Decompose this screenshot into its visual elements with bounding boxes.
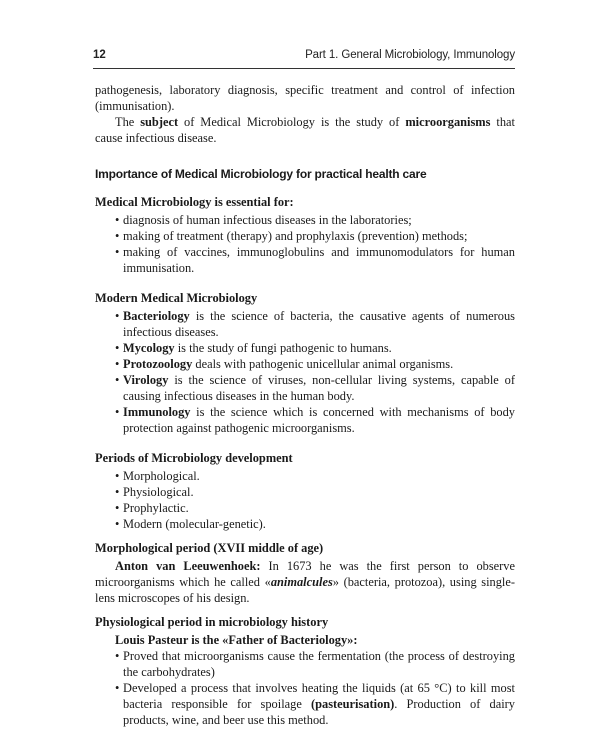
physiological-heading: Physiological period in microbiology history xyxy=(95,615,329,629)
pasteurisation-term: (pasteurisation) xyxy=(310,697,395,711)
list-item: • Virology is the science of viruses, non-cellular living systems, capable of causing infectious diseases in the human body. xyxy=(115,372,515,404)
modern-heading: Modern Medical Microbiology xyxy=(95,291,258,305)
list-item: • Developed a process that involves heating the liquids (at 65 °C) to kill most bacteria responsible for spoilage (pasteurisation). Production of dairy products, wine, and beer use this method. xyxy=(115,680,515,728)
list-item: • Morphological. xyxy=(115,468,515,484)
intro-paragraph-2: The subject of Medical Microbiology is the study of microorganisms that cause infectious disease. xyxy=(95,115,515,145)
microorganisms-term: microorganisms xyxy=(405,115,491,129)
modern-list xyxy=(95,308,515,436)
list-item: • Immunology is the science which is concerned with mechanisms of body protection against pathogenic microorganisms. xyxy=(115,404,515,436)
essential-list xyxy=(95,212,515,276)
periods-list xyxy=(95,468,515,532)
running-title: Part 1. General Microbiology, Immunology xyxy=(305,49,515,61)
list-item: • Modern (molecular-genetic). xyxy=(115,516,515,532)
list-item: • Mycology is the study of fungi pathogenic to humans. xyxy=(115,340,515,356)
list-item: • Physiological. xyxy=(115,484,515,500)
header-rule xyxy=(93,68,515,69)
pasteur-subhead: Louis Pasteur is the «Father of Bacteriology»: xyxy=(115,633,358,647)
list-item: • diagnosis of human infectious diseases in the laboratories; xyxy=(115,212,515,228)
list-item: • making of treatment (therapy) and prophylaxis (prevention) methods; xyxy=(115,228,515,244)
pasteur-list xyxy=(95,648,515,728)
list-item: • Protozoology deals with pathogenic unicellular animal organisms. xyxy=(115,356,515,372)
animalcules-term: animalcules xyxy=(270,575,333,589)
page-number: 12 xyxy=(93,49,106,61)
subject-term: subject xyxy=(140,115,179,129)
section-title: Importance of Medical Microbiology for practical health care xyxy=(95,167,427,181)
essential-heading: Medical Microbiology is essential for: xyxy=(95,195,294,209)
intro-paragraph-1: pathogenesis, laboratory diagnosis, specific treatment and control of infection (immunisation). xyxy=(95,83,515,113)
list-item: • Bacteriology is the science of bacteria, the causative agents of numerous infectious diseases. xyxy=(115,308,515,340)
list-item: • making of vaccines, immunoglobulins and immunomodulators for human immunisation. xyxy=(115,244,515,276)
page-body xyxy=(95,82,515,728)
leeuwenhoek-paragraph: Anton van Leeuwenhoek: In 1673 he was the first person to observe microorganisms which he called «animalcules» (bacteria, protozoa), using single-lens microscopes of his design. xyxy=(95,559,515,605)
list-item: • Prophylactic. xyxy=(115,500,515,516)
list-item: • Proved that microorganisms cause the fermentation (the process of destroying the carbohydrates) xyxy=(115,648,515,680)
periods-heading: Periods of Microbiology development xyxy=(95,451,293,465)
morphological-heading: Morphological period (XVII middle of age) xyxy=(95,541,324,555)
